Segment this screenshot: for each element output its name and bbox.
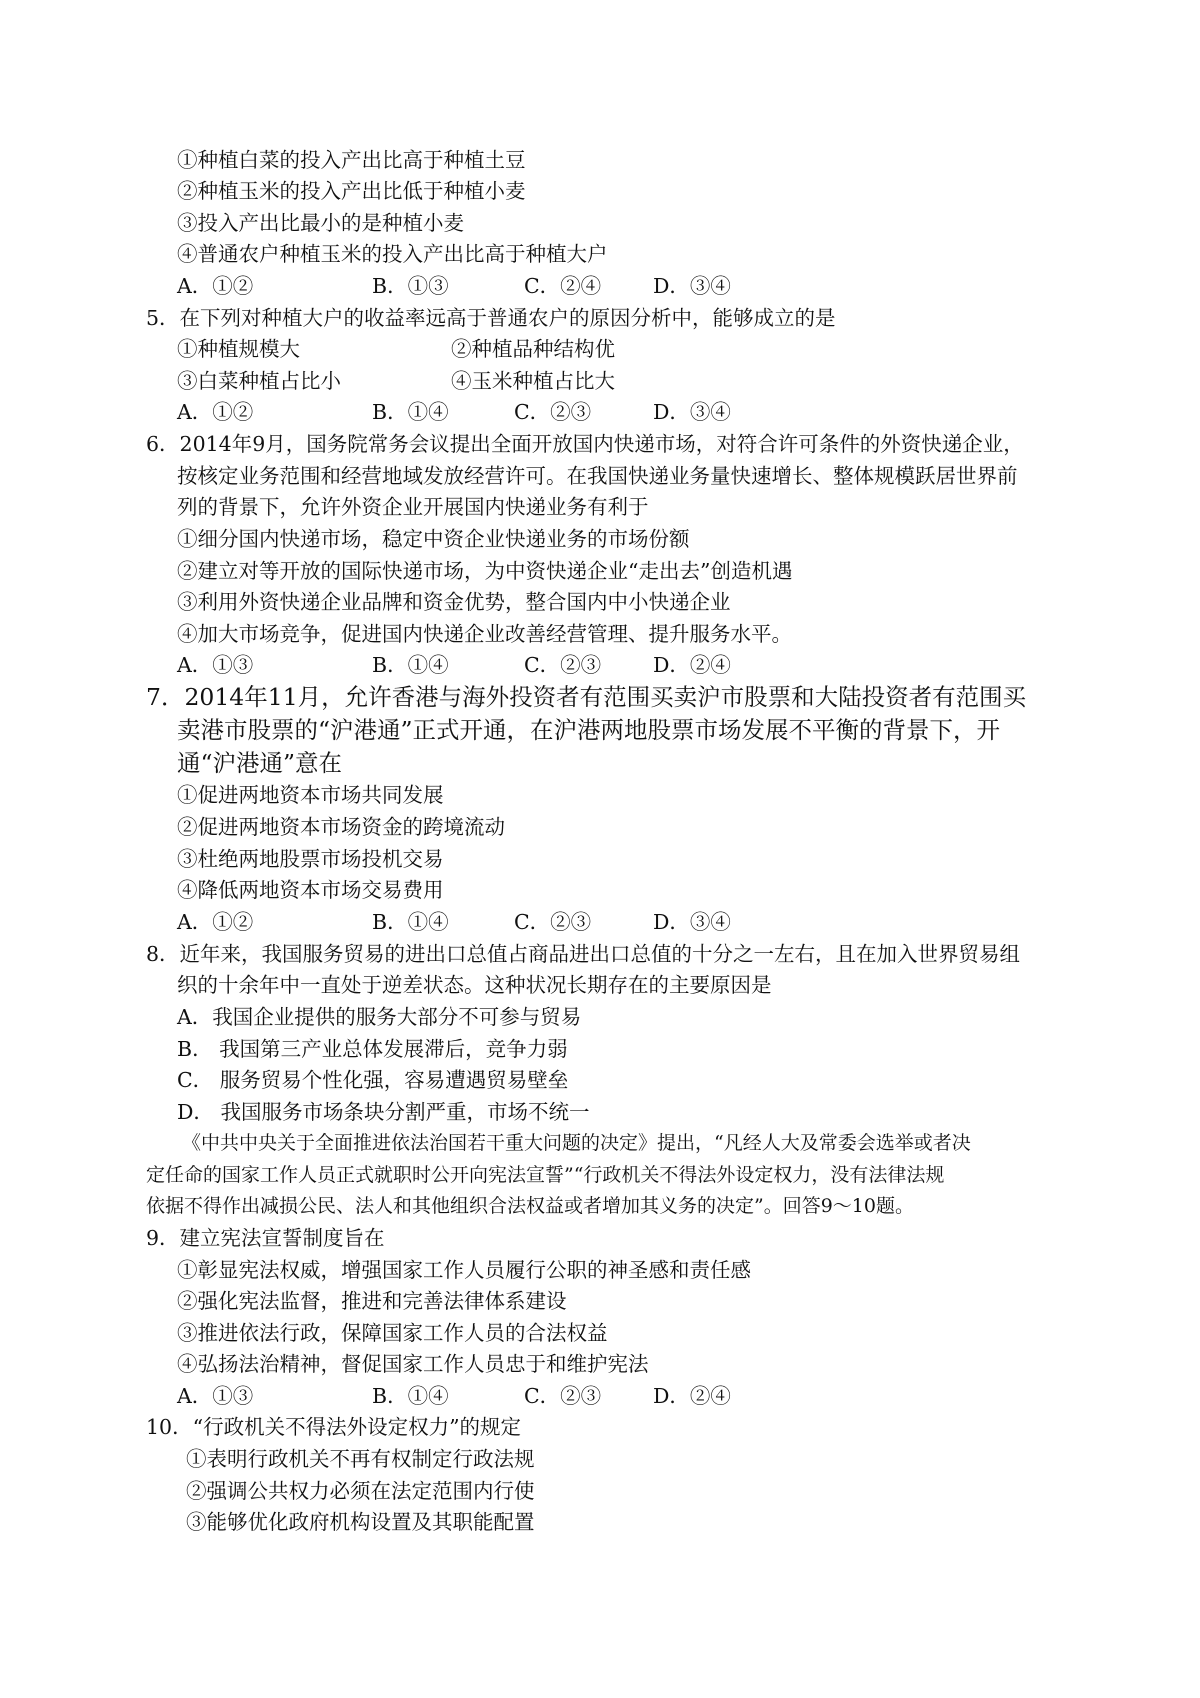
q9-option-a: A．①③ bbox=[177, 1384, 254, 1408]
q5-item-3: ③白菜种植占比小 bbox=[177, 369, 341, 393]
q5-item-1: ①种植规模大 bbox=[177, 337, 300, 361]
q4-option-a: A．①② bbox=[177, 274, 254, 298]
q6-option-d: D．②④ bbox=[653, 653, 731, 677]
q5-option-c: C．②③ bbox=[514, 400, 592, 424]
q5-option-a: A．①② bbox=[177, 400, 254, 424]
q9-options bbox=[177, 1382, 877, 1410]
q4-item-3: ③投入产出比最小的是种植小麦 bbox=[177, 211, 464, 235]
q10-stem: 10．“行政机关不得法外设定权力”的规定 bbox=[146, 1415, 522, 1439]
q4-option-b: B．①③ bbox=[372, 274, 449, 298]
q4-option-c: C．②④ bbox=[524, 274, 602, 298]
q9-option-c: C．②③ bbox=[524, 1384, 602, 1408]
q7-option-a: A．①② bbox=[177, 910, 254, 934]
q5-options bbox=[177, 398, 877, 426]
q7-option-c: C．②③ bbox=[514, 910, 592, 934]
passage-line-2: 定任命的国家工作人员正式就职时公开向宪法宣誓”“行政机关不得法外设定权力，没有法律法规 bbox=[146, 1164, 945, 1186]
q6-options bbox=[177, 651, 877, 679]
q6-stem-line-2: 按核定业务范围和经营地域发放经营许可。在我国快递业务量快速增长、整体规模跃居世界前 bbox=[177, 464, 1018, 488]
q9-item-4: ④弘扬法治精神，督促国家工作人员忠于和维护宪法 bbox=[177, 1352, 649, 1376]
q10-item-3: ③能够优化政府机构设置及其职能配置 bbox=[186, 1510, 535, 1534]
q5-stem: 5．在下列对种植大户的收益率远高于普通农户的原因分析中，能够成立的是 bbox=[146, 306, 836, 330]
q7-stem-line-2: 卖港市股票的“沪港通”正式开通，在沪港两地股票市场发展不平衡的背景下，开 bbox=[177, 716, 1001, 744]
q9-stem: 9．建立宪法宣誓制度旨在 bbox=[146, 1226, 385, 1250]
q8-choice-a: A．我国企业提供的服务大部分不可参与贸易 bbox=[177, 1005, 582, 1029]
q8-choice-b: B． 我国第三产业总体发展滞后，竞争力弱 bbox=[177, 1037, 568, 1061]
q5-item-2: ②种植品种结构优 bbox=[451, 337, 615, 361]
q9-item-2: ②强化宪法监督，推进和完善法律体系建设 bbox=[177, 1289, 567, 1313]
q5-option-b: B．①④ bbox=[372, 400, 449, 424]
q5-option-d: D．③④ bbox=[653, 400, 731, 424]
q6-item-3: ③利用外资快递企业品牌和资金优势，整合国内中小快递企业 bbox=[177, 590, 731, 614]
q6-item-4: ④加大市场竞争，促进国内快递企业改善经营管理、提升服务水平。 bbox=[177, 622, 792, 646]
q4-item-2: ②种植玉米的投入产出比低于种植小麦 bbox=[177, 179, 526, 203]
passage-line-1: 《中共中央关于全面推进依法治国若干重大问题的决定》提出，“凡经人大及常委会选举或者决 bbox=[182, 1132, 971, 1154]
q8-stem-line-2: 织的十余年中一直处于逆差状态。这种状况长期存在的主要原因是 bbox=[177, 973, 772, 997]
q6-item-1: ①细分国内快递市场，稳定中资企业快递业务的市场份额 bbox=[177, 527, 690, 551]
q7-item-1: ①促进两地资本市场共同发展 bbox=[177, 783, 444, 807]
q7-option-b: B．①④ bbox=[372, 910, 449, 934]
q7-stem-line-1: 7．2014年11月，允许香港与海外投资者有范围买卖沪市股票和大陆投资者有范围买 bbox=[146, 683, 1027, 711]
q9-item-1: ①彰显宪法权威，增强国家工作人员履行公职的神圣感和责任感 bbox=[177, 1258, 751, 1282]
q4-item-4: ④普通农户种植玉米的投入产出比高于种植大户 bbox=[177, 242, 608, 266]
q4-item-1: ①种植白菜的投入产出比高于种植土豆 bbox=[177, 148, 526, 172]
passage-line-3: 依据不得作出减损公民、法人和其他组织合法权益或者增加其义务的决定”。回答9～10题。 bbox=[146, 1195, 914, 1217]
q9-option-b: B．①④ bbox=[372, 1384, 449, 1408]
q8-choice-c: C． 服务贸易个性化强，容易遭遇贸易壁垒 bbox=[177, 1068, 569, 1092]
q6-stem-line-3: 列的背景下，允许外资企业开展国内快递业务有利于 bbox=[177, 495, 649, 519]
q6-stem-line-1: 6．2014年9月，国务院常务会议提出全面开放国内快递市场，对符合许可条件的外资快递企业， bbox=[146, 432, 1024, 456]
q7-option-d: D．③④ bbox=[653, 910, 731, 934]
q8-choice-d: D． 我国服务市场条块分割严重，市场不统一 bbox=[177, 1100, 590, 1124]
q7-options bbox=[177, 908, 877, 936]
q6-option-c: C．②③ bbox=[524, 653, 602, 677]
q7-item-3: ③杜绝两地股票市场投机交易 bbox=[177, 847, 444, 871]
q8-stem-line-1: 8．近年来，我国服务贸易的进出口总值占商品进出口总值的十分之一左右，且在加入世界贸易组 bbox=[146, 942, 1021, 966]
q4-options bbox=[177, 272, 877, 300]
q4-option-d: D．③④ bbox=[653, 274, 731, 298]
q6-option-a: A．①③ bbox=[177, 653, 254, 677]
q9-option-d: D．②④ bbox=[653, 1384, 731, 1408]
q7-item-2: ②促进两地资本市场资金的跨境流动 bbox=[177, 815, 505, 839]
q7-stem-line-3: 通“沪港通”意在 bbox=[177, 749, 343, 777]
q9-item-3: ③推进依法行政，保障国家工作人员的合法权益 bbox=[177, 1321, 608, 1345]
q5-item-4: ④玉米种植占比大 bbox=[451, 369, 615, 393]
q10-item-1: ①表明行政机关不再有权制定行政法规 bbox=[186, 1447, 535, 1471]
q6-option-b: B．①④ bbox=[372, 653, 449, 677]
q7-item-4: ④降低两地资本市场交易费用 bbox=[177, 878, 444, 902]
q10-item-2: ②强调公共权力必须在法定范围内行使 bbox=[186, 1479, 535, 1503]
q6-item-2: ②建立对等开放的国际快递市场，为中资快递企业“走出去”创造机遇 bbox=[177, 559, 793, 583]
